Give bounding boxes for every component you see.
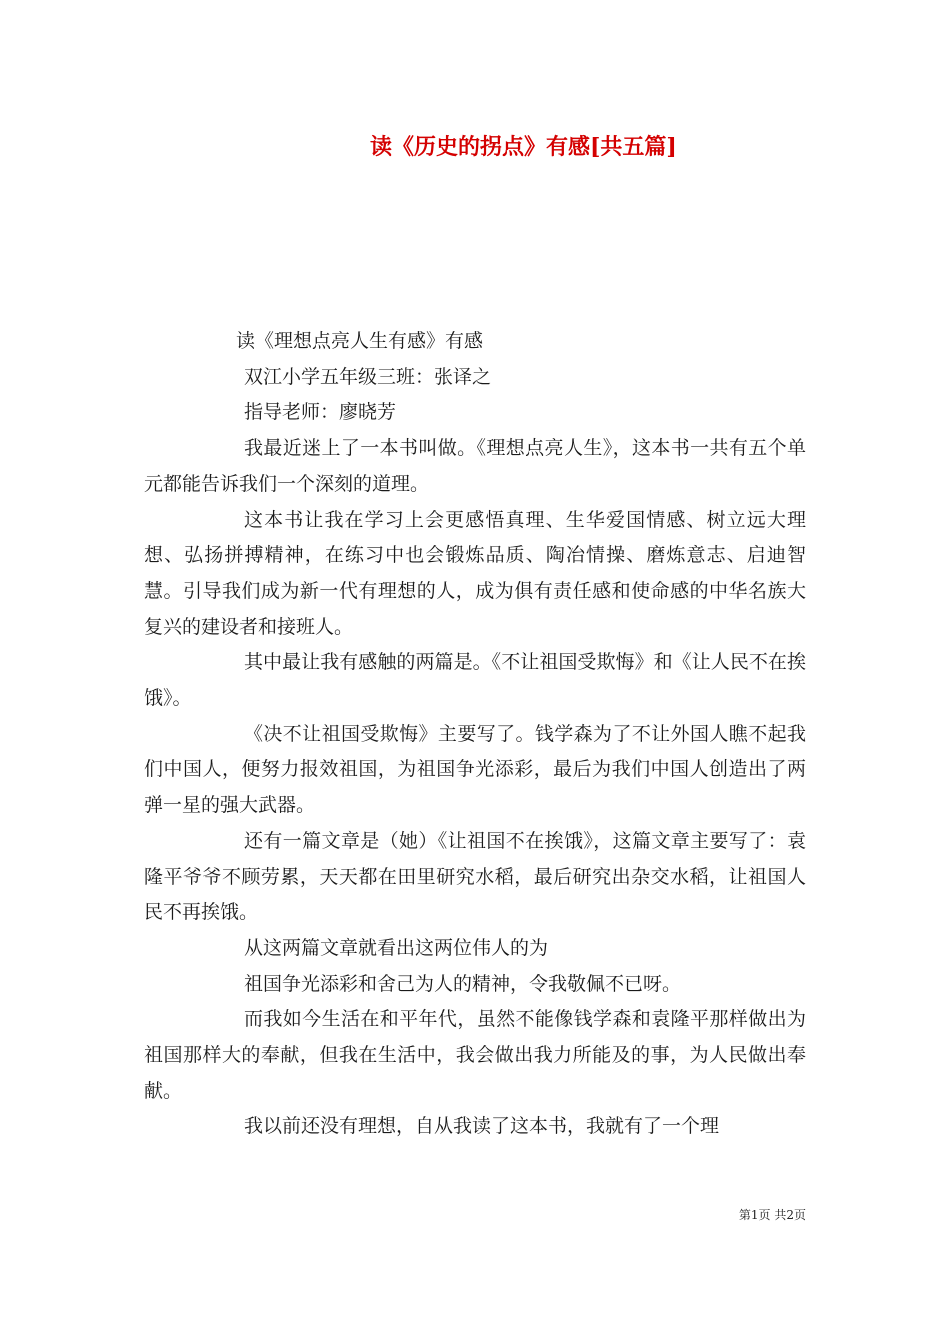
paragraph: 而我如今生活在和平年代，虽然不能像钱学森和袁隆平那样做出为祖国那样大的奉献，但我在生活中，我会做出我力所能及的事，为人民做出奉献。 (144, 1008, 806, 1102)
document-title: 读《历史的拐点》有感[共五篇] (370, 134, 677, 160)
teacher-line: 指导老师：廖晓芳 (244, 401, 397, 424)
author-line: 双江小学五年级三班：张译之 (244, 365, 492, 388)
paragraph-line: 从这两篇文章就看出这两位伟人的为 (244, 936, 549, 959)
paragraph-line: 祖国争光添彩和舍己为人的精神，令我敬佩不已呀。 (244, 972, 682, 995)
paragraph: 我以前还没有理想，自从我读了这本书，我就有了一个理 (244, 1115, 720, 1138)
paragraph: 还有一篇文章是（她）《让祖国不在挨饿》，这篇文章主要写了：袁隆平爷爷不顾劳累，天天都在田里研究水稻，最后研究出杂交水稻，让祖国人民不再挨饿。 (144, 829, 806, 924)
page-footer: 第1页 共2页 (738, 1208, 806, 1222)
paragraph: 这本书让我在学习上会更感悟真理、生华爱国情感、树立远大理想、弘扬拼搏精神，在练习中也会锻炼品质、陶冶情操、磨炼意志、启迪智慧。引导我们成为新一代有理想的人，成为俱有责任感和使命感的中华名族大复兴的建设者和接班人。 (144, 508, 806, 638)
paragraph: 我最近迷上了一本书叫做。《理想点亮人生》，这本书一共有五个单元都能告诉我们一个深刻的道理。 (144, 437, 806, 495)
essay-title: 读《理想点亮人生有感》有感 (236, 330, 484, 352)
paragraph: 《决不让祖国受欺悔》主要写了。钱学森为了不让外国人瞧不起我们中国人，便努力报效祖国，为祖国争光添彩，最后为我们中国人创造出了两弹一星的强大武器。 (144, 722, 806, 817)
paragraph: 其中最让我有感触的两篇是。《不让祖国受欺悔》和《让人民不在挨饿》。 (144, 651, 806, 710)
document-body (144, 324, 806, 1145)
